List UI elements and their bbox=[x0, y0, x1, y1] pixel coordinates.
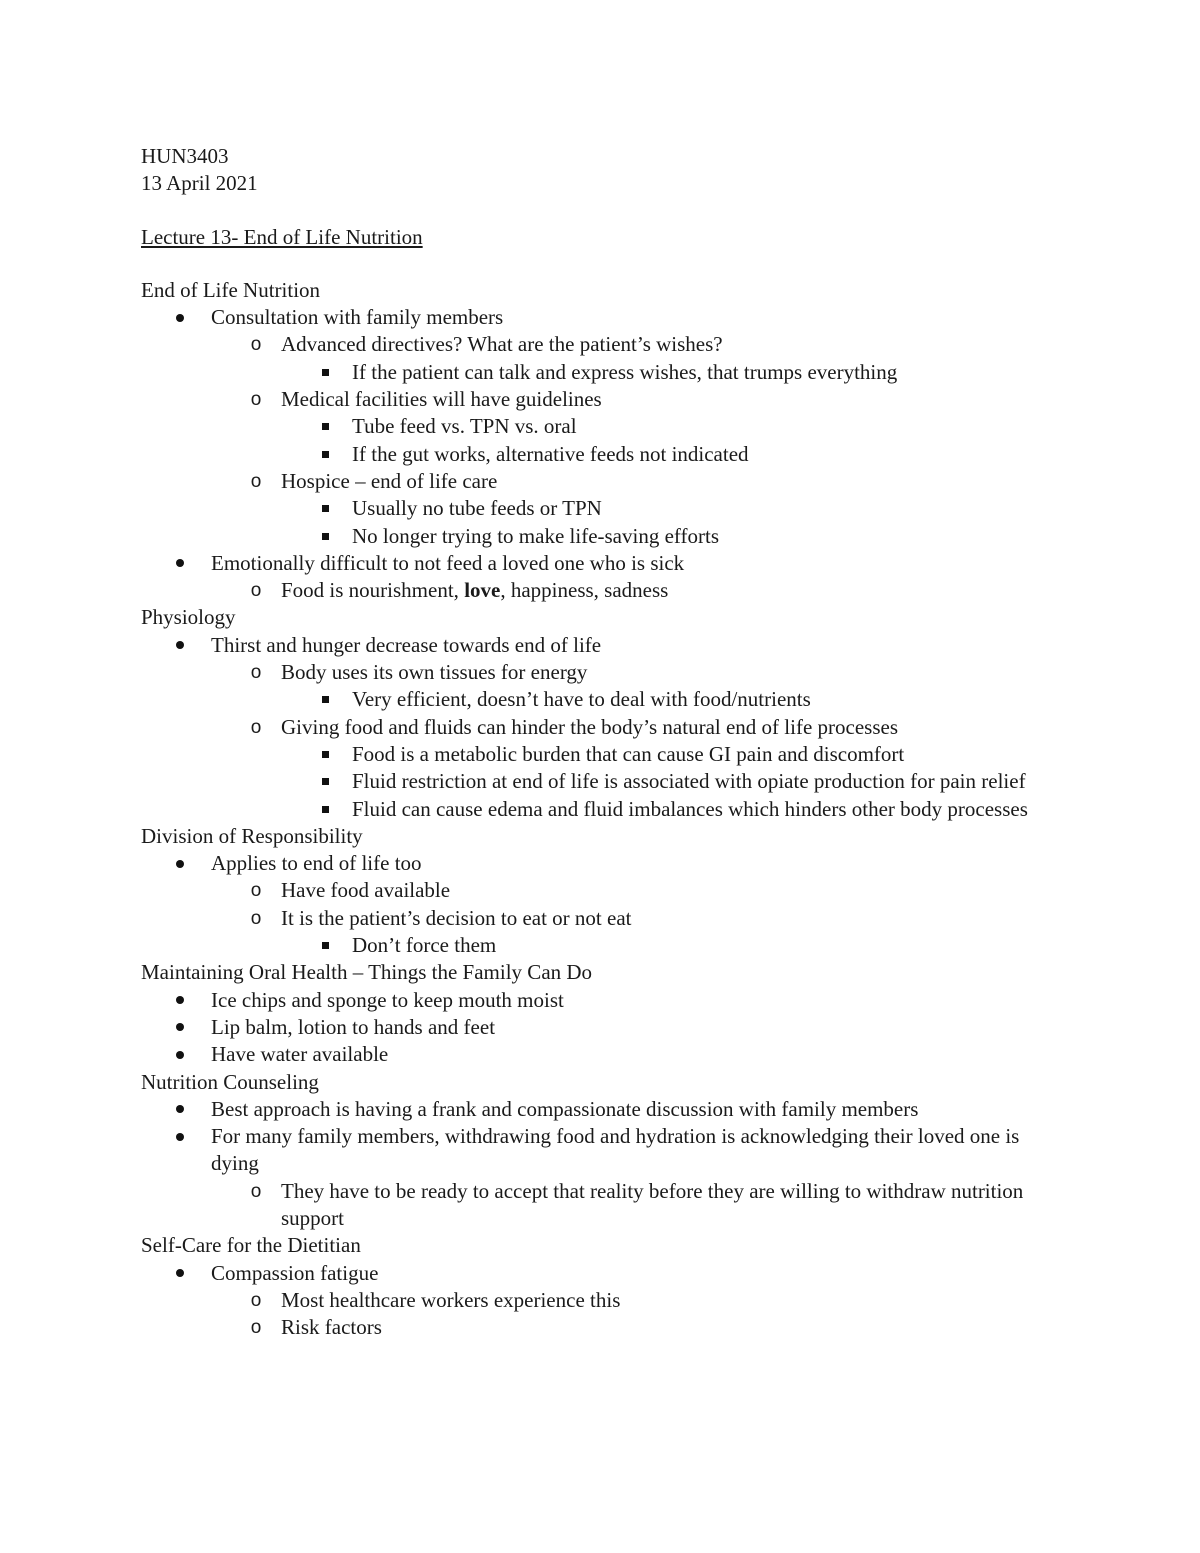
list-item bbox=[141, 1178, 1071, 1233]
bullet-icon bbox=[171, 987, 189, 1014]
item-text: Tube feed vs. TPN vs. oral bbox=[352, 414, 577, 439]
circle-bullet-icon: o bbox=[250, 662, 262, 684]
item-text: Have food available bbox=[281, 878, 451, 903]
bullet-icon bbox=[171, 1123, 189, 1150]
list-item bbox=[141, 468, 1071, 495]
physiology-list bbox=[141, 632, 1071, 823]
circle-bullet-icon: o bbox=[250, 389, 262, 411]
list-item bbox=[141, 659, 1071, 686]
list-item bbox=[141, 413, 1071, 440]
eol-list bbox=[141, 304, 1071, 604]
item-text: Have water available bbox=[211, 1042, 389, 1067]
square-bullet-icon bbox=[317, 796, 333, 823]
item-text: Most healthcare workers experience this bbox=[281, 1287, 621, 1312]
division-list bbox=[141, 850, 1071, 959]
square-bullet-icon bbox=[317, 441, 333, 468]
bullet-icon bbox=[171, 1014, 189, 1041]
list-item bbox=[141, 632, 1071, 659]
list-item bbox=[141, 331, 1071, 358]
item-text: Food is nourishment, bbox=[281, 578, 465, 603]
item-text: If the patient can talk and express wishes, that trumps everything bbox=[352, 359, 898, 384]
counseling-list bbox=[141, 1096, 1071, 1232]
section-heading-counseling: Nutrition Counseling bbox=[141, 1069, 319, 1094]
circle-bullet-icon: o bbox=[250, 470, 262, 492]
item-text: No longer trying to make life-saving efforts bbox=[352, 523, 720, 548]
lecture-title: Lecture 13- End of Life Nutrition bbox=[141, 224, 423, 249]
item-text: Thirst and hunger decrease towards end of life bbox=[211, 632, 602, 657]
list-item bbox=[141, 932, 1071, 959]
spacer bbox=[141, 251, 1071, 277]
list-item bbox=[141, 741, 1071, 768]
list-item bbox=[141, 1314, 1071, 1341]
item-text: For many family members, withdrawing food and hydration is acknowledging their loved one is dying bbox=[211, 1124, 1020, 1176]
list-item bbox=[141, 359, 1071, 386]
item-text: Body uses its own tissues for energy bbox=[281, 660, 588, 685]
item-text: Food is a metabolic burden that can cause GI pain and discomfort bbox=[352, 741, 905, 766]
item-text: It is the patient’s decision to eat or not eat bbox=[281, 905, 632, 930]
list-item bbox=[141, 386, 1071, 413]
item-text: Emotionally difficult to not feed a loved one who is sick bbox=[211, 550, 685, 575]
item-text: They have to be ready to accept that reality before they are willing to withdraw nutrition support bbox=[281, 1178, 1024, 1230]
self-care-list bbox=[141, 1260, 1071, 1342]
item-text: , happiness, sadness bbox=[500, 578, 669, 603]
list-item bbox=[141, 495, 1071, 522]
lecture-date: 13 April 2021 bbox=[141, 171, 258, 196]
item-text: Applies to end of life too bbox=[211, 851, 422, 876]
square-bullet-icon bbox=[317, 741, 333, 768]
item-text: Usually no tube feeds or TPN bbox=[352, 496, 602, 521]
list-item bbox=[141, 1096, 1071, 1123]
list-item bbox=[141, 686, 1071, 713]
list-item bbox=[141, 1014, 1071, 1041]
item-text: Hospice – end of life care bbox=[281, 468, 498, 493]
item-text: Ice chips and sponge to keep mouth moist bbox=[211, 987, 564, 1012]
bullet-icon bbox=[171, 1260, 189, 1287]
item-text: Consultation with family members bbox=[211, 305, 504, 330]
list-item bbox=[141, 550, 1071, 577]
list-item bbox=[141, 905, 1071, 932]
circle-bullet-icon: o bbox=[250, 1317, 262, 1339]
square-bullet-icon bbox=[317, 495, 333, 522]
list-item bbox=[141, 1123, 1071, 1178]
course-code: HUN3403 bbox=[141, 144, 229, 168]
square-bullet-icon bbox=[317, 768, 333, 795]
item-text: Giving food and fluids can hinder the body’s natural end of life processes bbox=[281, 714, 899, 739]
section-heading-physiology: Physiology bbox=[141, 605, 236, 630]
section-heading-eol: End of Life Nutrition bbox=[141, 277, 321, 302]
circle-bullet-icon: o bbox=[250, 1289, 262, 1311]
circle-bullet-icon: o bbox=[250, 880, 262, 902]
item-text: Compassion fatigue bbox=[211, 1260, 379, 1285]
document-page bbox=[141, 143, 1071, 1341]
list-item bbox=[141, 577, 1071, 604]
bullet-icon bbox=[171, 1041, 189, 1068]
item-text: Advanced directives? What are the patient’s wishes? bbox=[281, 332, 723, 357]
bullet-icon bbox=[171, 1096, 189, 1123]
list-item bbox=[141, 1041, 1071, 1068]
item-text: Risk factors bbox=[281, 1315, 382, 1340]
list-item bbox=[141, 441, 1071, 468]
square-bullet-icon bbox=[317, 686, 333, 713]
square-bullet-icon bbox=[317, 932, 333, 959]
circle-bullet-icon: o bbox=[250, 716, 262, 738]
list-item bbox=[141, 850, 1071, 877]
square-bullet-icon bbox=[317, 413, 333, 440]
item-text: If the gut works, alternative feeds not indicated bbox=[352, 441, 749, 466]
list-item bbox=[141, 304, 1071, 331]
section-heading-self-care: Self-Care for the Dietitian bbox=[141, 1233, 361, 1258]
list-item bbox=[141, 796, 1071, 823]
section-heading-oral-health: Maintaining Oral Health – Things the Family Can Do bbox=[141, 960, 593, 985]
list-item bbox=[141, 877, 1071, 904]
circle-bullet-icon: o bbox=[250, 580, 262, 602]
bullet-icon bbox=[171, 850, 189, 877]
item-text: Don’t force them bbox=[352, 933, 497, 958]
list-item bbox=[141, 1287, 1071, 1314]
item-text: Best approach is having a frank and compassionate discussion with family members bbox=[211, 1096, 919, 1121]
bullet-icon bbox=[171, 550, 189, 577]
circle-bullet-icon: o bbox=[250, 907, 262, 929]
item-text: Fluid can cause edema and fluid imbalances which hinders other body processes bbox=[352, 796, 1028, 821]
list-item bbox=[141, 1260, 1071, 1287]
item-text: Fluid restriction at end of life is associated with opiate production for pain relief bbox=[352, 769, 1026, 794]
list-item bbox=[141, 768, 1071, 795]
list-item bbox=[141, 523, 1071, 550]
spacer bbox=[141, 198, 1071, 224]
oral-health-list bbox=[141, 987, 1071, 1069]
circle-bullet-icon: o bbox=[250, 1180, 262, 1202]
emphasis-text: love bbox=[464, 578, 501, 603]
circle-bullet-icon: o bbox=[250, 334, 262, 356]
square-bullet-icon bbox=[317, 359, 333, 386]
item-text: Very efficient, doesn’t have to deal with food/nutrients bbox=[352, 687, 811, 712]
item-text: Lip balm, lotion to hands and feet bbox=[211, 1014, 496, 1039]
list-item bbox=[141, 987, 1071, 1014]
list-item bbox=[141, 714, 1071, 741]
item-text: Medical facilities will have guidelines bbox=[281, 387, 602, 412]
section-heading-division: Division of Responsibility bbox=[141, 823, 363, 848]
square-bullet-icon bbox=[317, 523, 333, 550]
bullet-icon bbox=[171, 304, 189, 331]
bullet-icon bbox=[171, 632, 189, 659]
